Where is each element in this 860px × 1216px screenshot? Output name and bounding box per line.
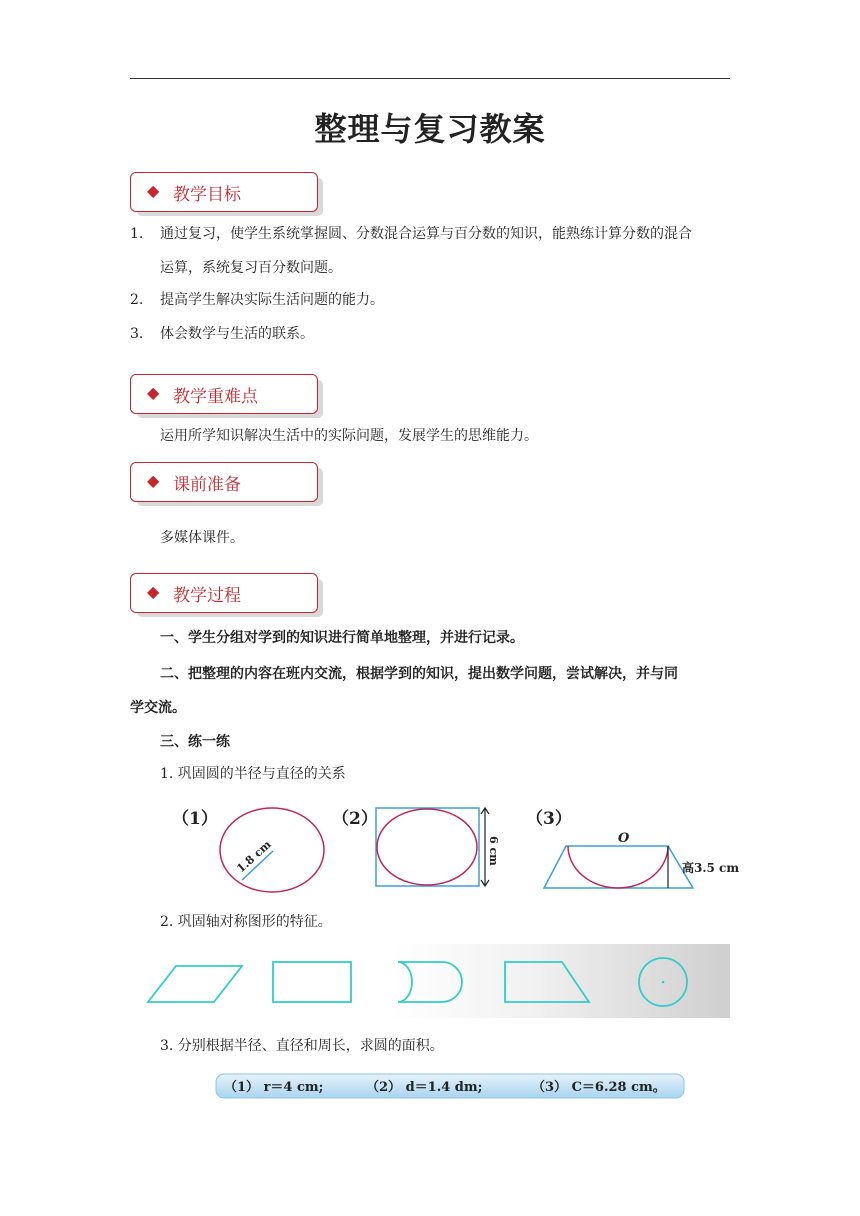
problem-item-1: （1） r＝4 cm; [224, 1080, 324, 1095]
figure-symmetric-shapes [140, 944, 730, 1018]
section-heading-label: 课前准备 [173, 475, 241, 495]
list-item-number: 1. [130, 226, 144, 242]
circle-center-dot [662, 981, 665, 984]
exercise-1-text: 1. 巩固圆的半径与直径的关系 [160, 766, 346, 782]
section-heading-label: 教学重难点 [173, 387, 258, 407]
prep-text: 多媒体课件。 [160, 530, 244, 546]
diamond-bullet-icon: ◆ [147, 181, 160, 200]
section-heading-key-points [130, 374, 318, 414]
problem-item-3: （3） C＝6.28 cm。 [532, 1080, 666, 1095]
section-heading-label: 教学目标 [173, 185, 241, 205]
center-label: O [618, 831, 630, 846]
side-label: 6 cm [487, 836, 500, 866]
key-points-text: 运用所学知识解决生活中的实际问题，发展学生的思维能力。 [160, 428, 538, 444]
problem-item-2: （2） d＝1.4 dm; [366, 1080, 483, 1095]
exercise-2-text: 2. 巩固轴对称图形的特征。 [160, 914, 332, 930]
inscribed-circle-shape [377, 809, 477, 885]
header-rule [130, 78, 730, 79]
exercise-3-text: 3. 分别根据半径、直径和周长，求圆的面积。 [160, 1038, 444, 1054]
figure-circle-radius-diameter [170, 800, 760, 896]
figure-label-2: （2） [332, 809, 378, 829]
process-step-1: 一、学生分组对学到的知识进行简单地整理，并进行记录。 [160, 630, 524, 646]
trapezoid-shape [544, 846, 693, 888]
document-title: 整理与复习教案 [314, 110, 546, 148]
parallelogram-shape [148, 966, 242, 1002]
list-item-number: 3. [130, 326, 144, 342]
list-item-number: 2. [130, 292, 144, 308]
process-step-2-continued: 学交流。 [130, 700, 186, 716]
figure-label-3: （3） [526, 809, 572, 829]
section-heading-prep [130, 462, 318, 502]
semicircle-shape [568, 846, 668, 888]
diamond-bullet-icon: ◆ [147, 471, 160, 490]
section-heading-process [130, 573, 318, 613]
process-step-3: 三、练一练 [160, 734, 230, 750]
figure-label-1: （1） [172, 809, 218, 829]
diamond-bullet-icon: ◆ [147, 582, 160, 601]
height-label: 高3.5 cm [682, 861, 740, 875]
process-step-2: 二、把整理的内容在班内交流，根据学到的知识，提出数学问题，尝试解决，并与同 [160, 666, 678, 682]
diamond-bullet-icon: ◆ [147, 383, 160, 402]
figure-background [390, 944, 730, 1018]
list-item-text: 通过复习，使学生系统掌握圆、分数混合运算与百分数的知识，能熟练计算分数的混合 [160, 226, 692, 242]
list-item-text: 体会数学与生活的联系。 [160, 326, 314, 342]
figure-area-problems [214, 1072, 686, 1100]
circle-shape [220, 808, 324, 892]
list-item-text-continued: 运算，系统复习百分数问题。 [160, 260, 342, 276]
list-item-text: 提高学生解决实际生活问题的能力。 [160, 292, 384, 308]
rectangle-shape [273, 962, 351, 1002]
section-heading-label: 教学过程 [173, 586, 241, 606]
section-heading-goals [130, 172, 318, 212]
radius-label: 1.8 cm [234, 837, 274, 876]
